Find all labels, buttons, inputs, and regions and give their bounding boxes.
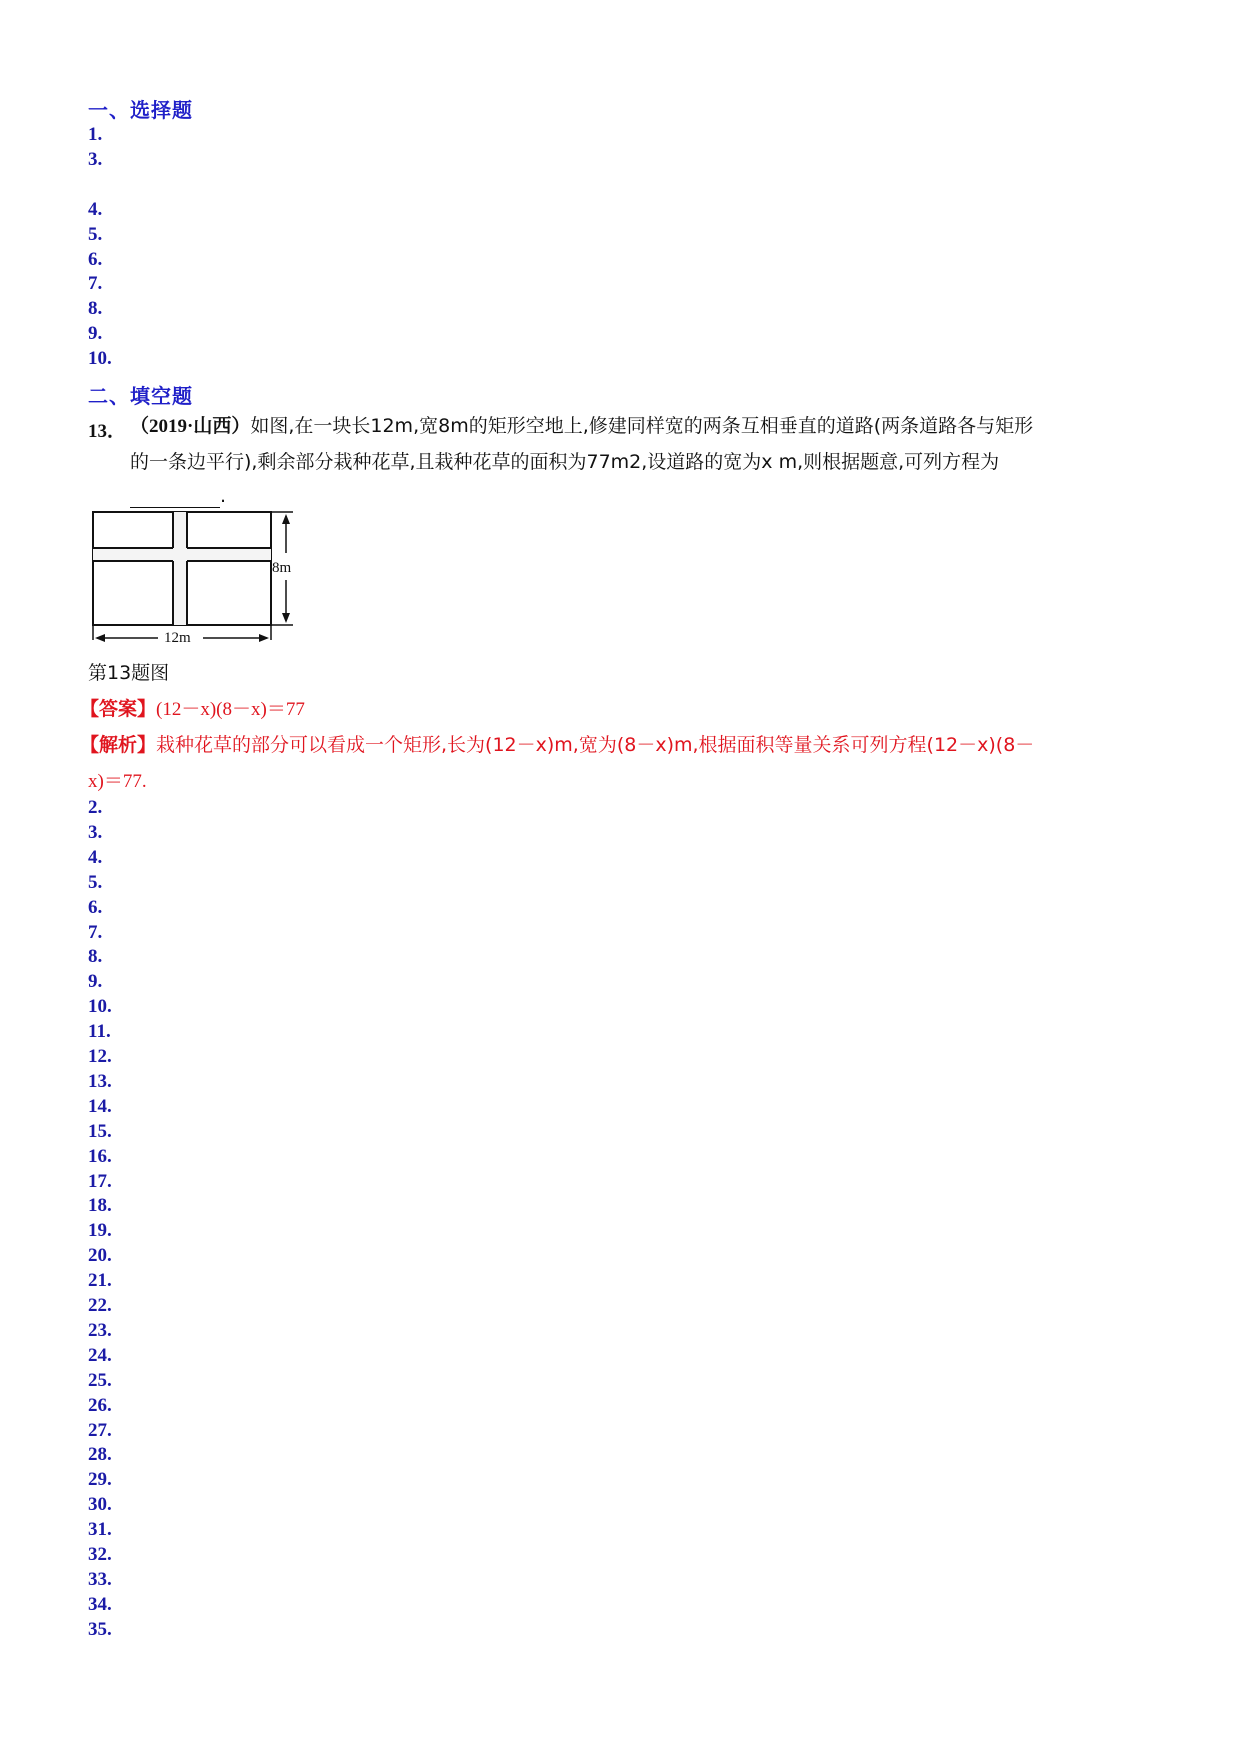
answer-text: (12－x)(8－x)＝77 [156,699,305,720]
list-item-number: 14. [88,1095,112,1117]
list-item-number: 16. [88,1145,112,1167]
analysis-line-2: x)＝77. [88,771,147,792]
analysis-text-1: 栽种花草的部分可以看成一个矩形,长为(12－x)m,宽为(8－x)m,根据面积等量关系可列方程(12－x)(8－ [156,734,1035,756]
list-item-number: 4. [88,846,103,868]
road-diagram [88,508,298,653]
list-item-number: 30. [88,1494,112,1516]
list-item-number: 32. [88,1544,112,1565]
list-item-number: 35. [88,1618,112,1640]
analysis-line-1 [80,730,1034,757]
answer-line [80,694,305,721]
list-item-number: 2. [88,797,103,818]
section-heading-choice: 一、选择题 [88,98,193,122]
list-item-number: 5. [88,224,103,245]
list-item-number: 6. [88,896,103,918]
answer-blank [130,489,220,508]
list-item-number: 6. [88,249,103,270]
list-item-number: 11. [88,1021,111,1043]
question-line-2: 的一条边平行),剩余部分栽种花草,且栽种花草的面积为77m2,设道路的宽为x m,则根据题意,可列方程为 [130,451,1000,473]
question-line-1 [130,414,1033,439]
list-item-number: 21. [88,1270,112,1292]
list-item-number: 12. [88,1046,112,1067]
list-item-number: 28. [88,1444,112,1466]
answer-tag: 【答案】 [80,698,157,720]
figure-caption: 第13题图 [88,662,170,684]
height-label: 8m [272,560,292,576]
list-item-number: 15. [88,1120,112,1142]
analysis-tag: 【解析】 [80,734,157,756]
list-item-number: 29. [88,1469,112,1491]
list-item-number: 22. [88,1295,112,1316]
list-item-number: 20. [88,1245,112,1267]
list-item-number: 4. [88,199,103,220]
rectangle-roads-figure [88,508,298,653]
list-item-number: 26. [88,1394,112,1416]
list-item-number: 8. [88,298,103,319]
list-item-number: 10. [88,996,112,1018]
list-item-number: 18. [88,1195,112,1217]
list-item-number: 27. [88,1419,112,1441]
list-item-number: 1. [88,124,103,145]
section-heading-fill: 二、填空题 [88,384,193,408]
question-line-3 [130,484,226,508]
list-item-number: 9. [88,323,103,344]
list-item-number: 19. [88,1220,112,1242]
question-number: 13． [88,421,127,442]
list-item-number: 7. [88,921,103,943]
list-item-number: 25. [88,1369,112,1391]
list-item-number: 24. [88,1344,112,1366]
list-item-number: 8. [88,946,103,968]
list-item-number: 5. [88,871,103,893]
width-label: 12m [164,630,191,646]
list-item-number: 7. [88,273,103,294]
question-text-1: 如图,在一块长12m,宽8m的矩形空地上,修建同样宽的两条互相垂直的道路(两条道路各与矩形 [250,415,1034,437]
list-item-number: 10. [88,348,112,369]
list-item-number: 33. [88,1568,112,1590]
list-item-number: 17. [88,1170,112,1192]
list-item-number: 13. [88,1070,112,1092]
list-item-number: 9. [88,971,103,993]
question-end-punct: . [220,485,227,507]
question-source: （2019·山西） [130,416,251,437]
list-item-number: 3. [88,821,103,843]
list-item-number: 34. [88,1593,112,1615]
list-item-number: 31. [88,1519,112,1541]
list-item-number: 3. [88,149,103,170]
list-item-number: 23. [88,1319,112,1341]
